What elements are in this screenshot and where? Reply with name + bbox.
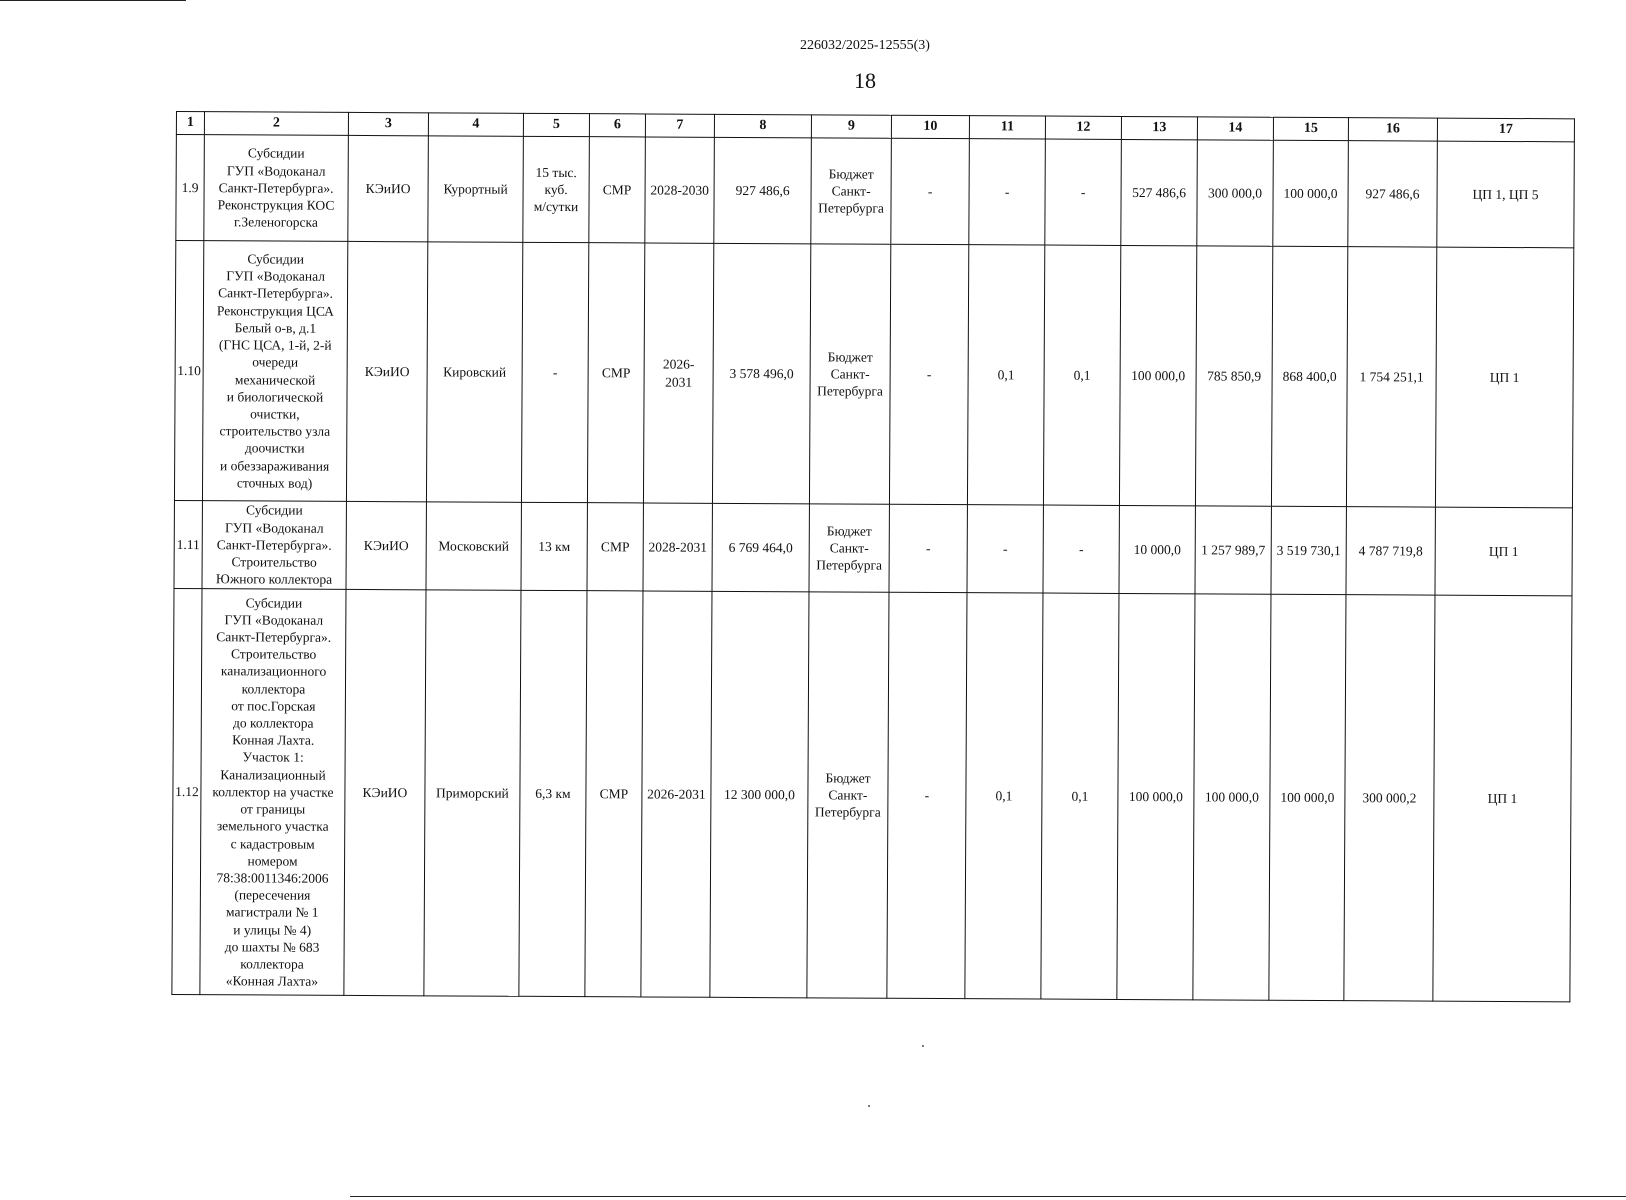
executor-cell: КЭиИО [346,241,427,501]
measure-description: Субсидии ГУП «Водоканал Санкт-Петербурга». Реконструкция ЦСА Белый о-в, д.1 (ГНС ЦСА, 1-й, 2-й очереди механической и биологической очистки, строительство узла доочистки и обеззараживания сточных вод) [202,241,347,502]
row-number: 1.9 [176,135,205,241]
funding-source-cell: Бюджет Санкт- Петербурга [807,592,889,998]
district-cell: Московский [426,502,521,590]
work-type-cell: СМР [589,137,646,243]
table-row [172,588,1572,1001]
program-table [171,111,1575,1002]
district-cell: Курортный [428,136,524,242]
value-cell: 868 400,0 [1271,246,1347,506]
capacity-cell: 6,3 км [519,590,587,996]
row-number: 1.10 [174,241,203,501]
target-programs-cell: ЦП 1 [1433,595,1572,1002]
value-cell: - [889,244,968,504]
value-cell: - [889,504,967,592]
column-header: 7 [645,114,714,137]
value-cell: 100 000,0 [1273,140,1349,246]
value-cell: 0,1 [1041,593,1119,999]
document-registration-number: 226032/2025-12555(3) [800,38,930,53]
work-type-cell: СМР [585,591,643,997]
target-programs-cell: ЦП 1 [1435,507,1572,596]
period-cell: 2028-2030 [645,137,715,243]
column-header: 2 [204,112,348,136]
value-cell: 0,1 [967,245,1044,505]
district-cell: Приморский [424,590,521,996]
table-row [174,241,1573,508]
funding-source-cell: Бюджет Санкт- Петербурга [809,504,889,592]
value-cell: 100 000,0 [1193,594,1271,1000]
funding-source-cell: Бюджет Санкт- Петербурга [809,244,890,504]
executor-cell: КЭиИО [346,501,426,589]
scan-speck [922,1045,924,1047]
scan-edge-line-top [0,0,186,1]
value-cell: 785 850,9 [1195,246,1272,506]
value-cell: 0,1 [965,593,1043,999]
column-header: 6 [589,114,645,137]
total-cost-cell: 927 486,6 [714,137,812,244]
value-cell: 927 486,6 [1348,141,1438,247]
column-header: 10 [891,115,969,138]
value-cell: 3 519 730,1 [1271,506,1346,594]
value-cell: 527 486,6 [1121,139,1198,245]
column-header: 1 [176,112,204,135]
table-row [176,135,1575,248]
capacity-cell: 13 км [521,502,587,590]
executor-cell: КЭиИО [344,589,426,995]
measure-description: Субсидии ГУП «Водоканал Санкт-Петербурга». Строительство Южного коллектора [202,501,346,590]
value-cell: - [1043,505,1119,593]
column-header: 4 [428,113,523,136]
capacity-cell: - [521,242,588,502]
value-cell: - [1045,139,1122,245]
period-cell: 2026-2031 [641,591,712,997]
column-header: 14 [1197,117,1273,140]
total-cost-cell: 3 578 496,0 [712,243,810,504]
value-cell: 1 754 251,1 [1346,247,1436,507]
value-cell: 0,1 [1043,245,1120,505]
value-cell: - [969,139,1046,245]
value-cell: 100 000,0 [1119,245,1196,505]
executor-cell: КЭиИО [348,135,429,241]
value-cell: 100 000,0 [1117,593,1195,999]
column-header: 5 [523,113,589,136]
column-header: 8 [714,114,811,138]
column-header: 15 [1273,117,1348,140]
measure-description: Субсидии ГУП «Водоканал Санкт-Петербурга». Строительство канализационного коллектора от пос.Горская до коллектора Конная Лахта. Участок 1: Канализационный коллектор на участке от границы земельного участка с кадастровым номером 78:38:0011346:2006 (пересечения магистрали № 1 и улицы № 4) до шахты № 683 коллектора «Конная Лахта» [200,589,346,996]
value-cell: 1 257 989,7 [1195,506,1271,594]
district-cell: Кировский [426,242,522,502]
column-header: 17 [1437,118,1574,142]
value-cell: - [887,592,967,998]
column-header: 12 [1045,116,1121,139]
work-type-cell: СМР [587,243,644,503]
column-header: 13 [1121,116,1197,139]
value-cell: - [967,505,1043,593]
target-programs-cell: ЦП 1, ЦП 5 [1437,141,1575,248]
column-header: 11 [969,116,1045,139]
target-programs-cell: ЦП 1 [1435,247,1573,508]
value-cell: 300 000,0 [1197,140,1274,246]
period-cell: 2028-2031 [643,503,712,591]
measure-description: Субсидии ГУП «Водоканал Санкт-Петербурга». Реконструкция КОС г.Зеленогорска [204,135,349,242]
column-header: 16 [1348,118,1437,141]
value-cell: 300 000,2 [1344,595,1435,1001]
total-cost-cell: 12 300 000,0 [710,591,809,998]
column-header: 9 [811,115,891,138]
table-row [174,500,1572,595]
value-cell: - [891,138,970,244]
capacity-cell: 15 тыс. куб. м/сутки [523,136,590,242]
total-cost-cell: 6 769 464,0 [712,503,809,592]
row-number: 1.12 [172,588,202,994]
scan-speck [868,1105,870,1107]
value-cell: 10 000,0 [1119,505,1195,593]
funding-source-cell: Бюджет Санкт- Петербурга [811,138,892,244]
value-cell: 100 000,0 [1269,594,1346,1000]
page-number: 18 [854,68,876,93]
period-cell: 2026- 2031 [643,243,713,503]
value-cell: 4 787 719,8 [1346,507,1435,595]
row-number: 1.11 [174,500,202,588]
work-type-cell: СМР [587,503,643,591]
column-header: 3 [348,112,428,135]
scan-edge-line-bottom [350,1196,1626,1197]
